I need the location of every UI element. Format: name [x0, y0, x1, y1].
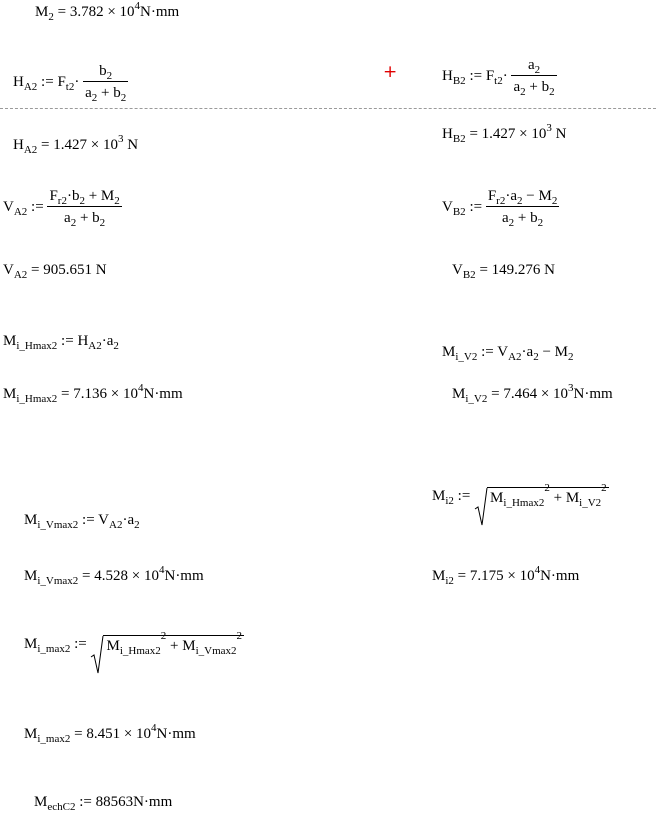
va2-definition: $V_{A2}$ := $\frac{F_{r2}\cdot b_2 + M_2}{a_2 + b_2}$ — [3, 188, 120, 229]
radical-icon — [474, 487, 488, 527]
ha2-definition: $H_{A2}$ := $F_{t2}\cdot$ $\frac{b_2}{a_2 + b_2}$ — [13, 63, 127, 104]
mihmax2-result: $M_{i\_Hmax2} = 7.136 \times 10^4N\cdot mm$ — [3, 382, 183, 405]
mimax2-result: $M_{i\_max2} = 8.451 \times 10^4N\cdot mm$ — [24, 722, 196, 745]
hb2-definition: $H_{B2}$ := $F_{t2}\cdot$ $\frac{a_2}{a_2 + b_2}$ — [442, 57, 555, 98]
radical-icon — [90, 635, 104, 675]
mi2-sqrt: $M_{i\_Hmax2}^2 + M_{i\_V2}^2$ — [474, 487, 609, 506]
va2-fraction: $\frac{F_{r2}\cdot b_2 + M_2}{a_2 + b_2}$ — [49, 188, 120, 229]
va2-result: $V_{A2} = 905.651$ N — [3, 262, 107, 281]
mechc2-definition: $M_{echC2}$ := 88563N·mm — [34, 794, 173, 813]
mivmax2-result: $M_{i\_Vmax2} = 4.528 \times 10^4N\cdot mm$ — [24, 564, 204, 587]
mivmax2-definition: $M_{i\_Vmax2}$ := $V_{A2}\cdot a_2$ — [24, 512, 140, 531]
mihmax2-definition: $M_{i\_Hmax2}$ := $H_{A2}\cdot a_2$ — [3, 333, 119, 352]
crosshair-cursor-icon: + — [383, 62, 398, 82]
vb2-result: $V_{B2} = 149.276$ N — [452, 262, 555, 281]
miv2-definition: $M_{i\_V2}$ := $V_{A2}\cdot a_2 - M_2$ — [442, 344, 574, 363]
mimax2-definition: $M_{i\_max2}$ := $M_{i\_Hmax2}^2 + M_{i\_Vmax2}^2$ — [24, 635, 244, 654]
m2-result: $M_2 = 3.782 \times 10^4N\cdot mm$ — [35, 0, 180, 23]
ha2-fraction: $\frac{b_2}{a_2 + b_2}$ — [85, 63, 127, 104]
ha2-result: $H_{A2} = 1.427 \times 10^3$ N — [13, 133, 139, 156]
mimax2-sqrt: $M_{i\_Hmax2}^2 + M_{i\_Vmax2}^2$ — [90, 635, 244, 654]
vb2-fraction: $\frac{F_{r2}\cdot a_2 - M_2}{a_2 + b_2}$ — [487, 188, 558, 229]
hb2-fraction: $\frac{a_2}{a_2 + b_2}$ — [513, 57, 555, 98]
mi2-definition: $M_{i2}$ := $M_{i\_Hmax2}^2 + M_{i\_V2}^2$ — [432, 487, 609, 506]
page-break-line — [0, 108, 656, 109]
hb2-result: $H_{B2} = 1.427 \times 10^3$ N — [442, 122, 567, 145]
miv2-result: $M_{i\_V2} = 7.464 \times 10^3N\cdot mm$ — [452, 382, 613, 405]
mi2-result: $M_{i2} = 7.175 \times 10^4N\cdot mm$ — [432, 564, 580, 587]
vb2-definition: $V_{B2}$ := $\frac{F_{r2}\cdot a_2 - M_2}{a_2 + b_2}$ — [442, 188, 558, 229]
